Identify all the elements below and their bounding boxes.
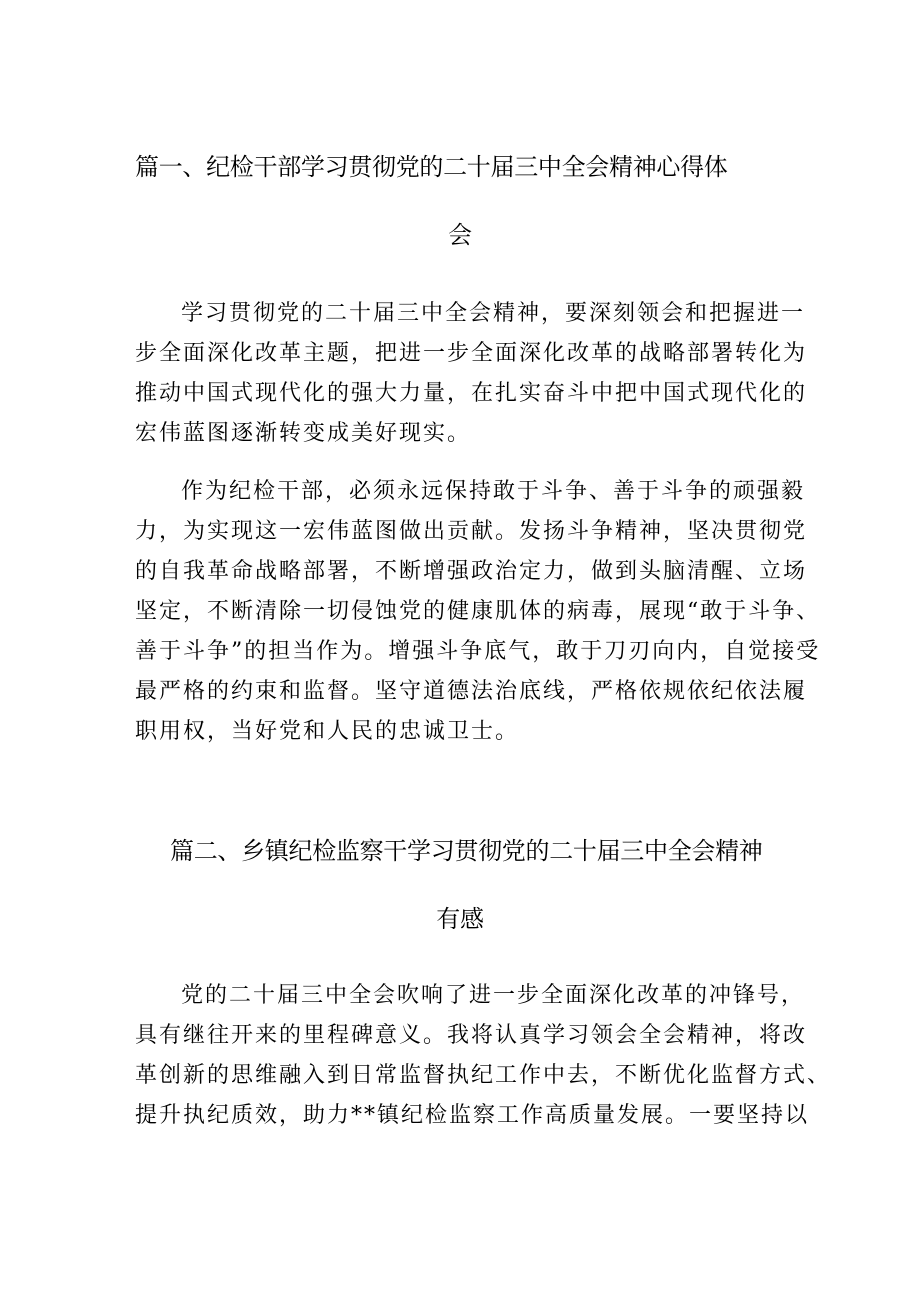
paragraph-line: 党的二十届三中全会吹响了进一步全面深化改革的冲锋号， [181,983,806,1008]
paragraph-line: 革创新的思维融入到日常监督执纪工作中去，不断优化监督方式、 [135,1063,832,1088]
section-2-title-line-1: 篇二、乡镇纪检监察干学习贯彻党的二十届三中全会精神 [170,837,763,865]
paragraph-line: 职用权，当好党和人民的忠诚卫士。 [135,719,520,744]
paragraph-line: 具有继往开来的里程碑意义。我将认真学习领会全会精神，将改 [135,1023,808,1048]
section-2-paragraph-1 [135,976,832,1136]
section-1-title-line-1: 篇一、纪检干部学习贯彻党的二十届三中全会精神心得体 [135,153,728,181]
paragraph-line: 提升执纪质效，助力**镇纪检监察工作高质量发展。一要坚持以 [135,1103,810,1128]
section-1-paragraph-1 [135,294,808,454]
section-1-paragraph-2 [135,472,821,752]
section-1-title-line-2: 会 [448,221,472,249]
paragraph-line: 善于斗争”的担当作为。增强斗争底气，敢于刀刃向内，自觉接受 [135,639,821,664]
paragraph-line: 宏伟蓝图逐渐转变成美好现实。 [135,421,472,446]
section-2-title [135,836,785,934]
paragraph-line: 坚定，不断清除一切侵蚀党的健康肌体的病毒，展现“敢于斗争、 [135,599,821,624]
section-2-title-line-2: 有感 [436,905,484,933]
section-1-title [135,152,785,250]
paragraph-line: 最严格的约束和监督。坚守道德法治底线，严格依规依纪依法履 [135,679,808,704]
paragraph-line: 步全面深化改革主题，把进一步全面深化改革的战略部署转化为 [135,341,808,366]
paragraph-line: 作为纪检干部，必须永远保持敢于斗争、善于斗争的顽强毅 [181,479,806,504]
paragraph-line: 的自我革命战略部署，不断增强政治定力，做到头脑清醒、立场 [135,559,808,584]
paragraph-line: 力，为实现这一宏伟蓝图做出贡献。发扬斗争精神，坚决贯彻党 [135,519,808,544]
paragraph-line: 学习贯彻党的二十届三中全会精神，要深刻领会和把握进一 [181,301,806,326]
paragraph-line: 推动中国式现代化的强大力量，在扎实奋斗中把中国式现代化的 [135,381,808,406]
